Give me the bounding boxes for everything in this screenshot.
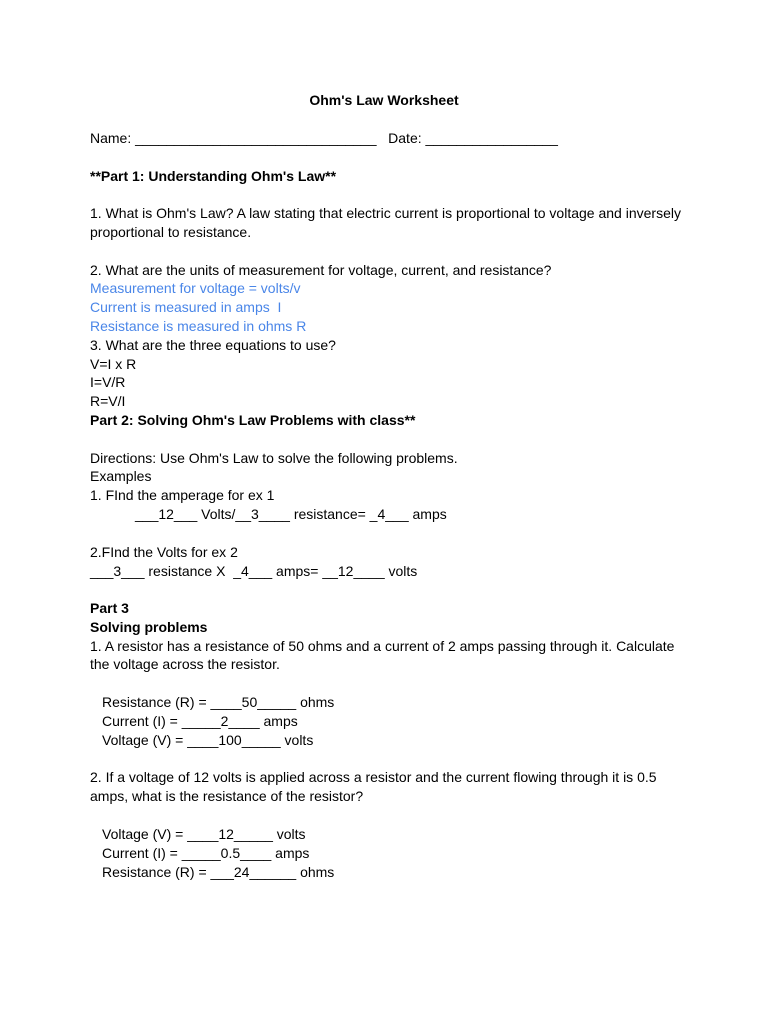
- question-2-answer-voltage: Measurement for voltage = volts/v: [90, 280, 301, 296]
- page-title: Ohm's Law Worksheet: [309, 92, 459, 108]
- problem-2-line-2: amps, what is the resistance of the resistor?: [90, 788, 364, 804]
- example-1-question: 1. FInd the amperage for ex 1: [90, 487, 275, 503]
- directions: Directions: Use Ohm's Law to solve the following problems.: [90, 450, 458, 466]
- problem-1-current: Current (I) = _____2____ amps: [102, 713, 298, 729]
- examples-label: Examples: [90, 468, 152, 484]
- question-1-line-1: 1. What is Ohm's Law? A law stating that electric current is proportional to voltage and inversely: [90, 205, 681, 221]
- part1-heading: **Part 1: Understanding Ohm's Law**: [90, 168, 337, 184]
- problem-2-voltage: Voltage (V) = ____12_____ volts: [102, 826, 306, 842]
- part3-heading: Part 3: [90, 600, 129, 616]
- part2-heading: Part 2: Solving Ohm's Law Problems with class**: [90, 412, 416, 428]
- question-1-line-2: proportional to resistance.: [90, 224, 252, 240]
- problem-2-resistance: Resistance (R) = ___24______ ohms: [102, 864, 335, 880]
- question-3: 3. What are the three equations to use?: [90, 337, 336, 353]
- question-2-answer-current: Current is measured in amps I: [90, 299, 282, 315]
- equation-voltage: V=I x R: [90, 356, 137, 372]
- problem-1-resistance: Resistance (R) = ____50_____ ohms: [102, 694, 335, 710]
- equation-resistance: R=V/I: [90, 393, 126, 409]
- equation-current: I=V/R: [90, 374, 126, 390]
- example-2-question: 2.FInd the Volts for ex 2: [90, 544, 238, 560]
- part3-subheading: Solving problems: [90, 619, 208, 635]
- problem-2-current: Current (I) = _____0.5____ amps: [102, 845, 310, 861]
- problem-1-line-2: the voltage across the resistor.: [90, 656, 280, 672]
- name-date-line: Name: _______________________________ Date: _________________: [90, 130, 558, 146]
- question-2-answer-resistance: Resistance is measured in ohms R: [90, 318, 307, 334]
- example-2-answer: ___3___ resistance X _4___ amps= __12____ volts: [90, 563, 418, 579]
- problem-1-voltage: Voltage (V) = ____100_____ volts: [102, 732, 314, 748]
- problem-1-line-1: 1. A resistor has a resistance of 50 ohms and a current of 2 amps passing through it. Calculate: [90, 638, 675, 654]
- example-1-answer: ___12___ Volts/__3____ resistance= _4___ amps: [135, 506, 447, 522]
- question-2: 2. What are the units of measurement for voltage, current, and resistance?: [90, 262, 552, 278]
- problem-2-line-1: 2. If a voltage of 12 volts is applied across a resistor and the current flowing through it is 0.5: [90, 769, 657, 785]
